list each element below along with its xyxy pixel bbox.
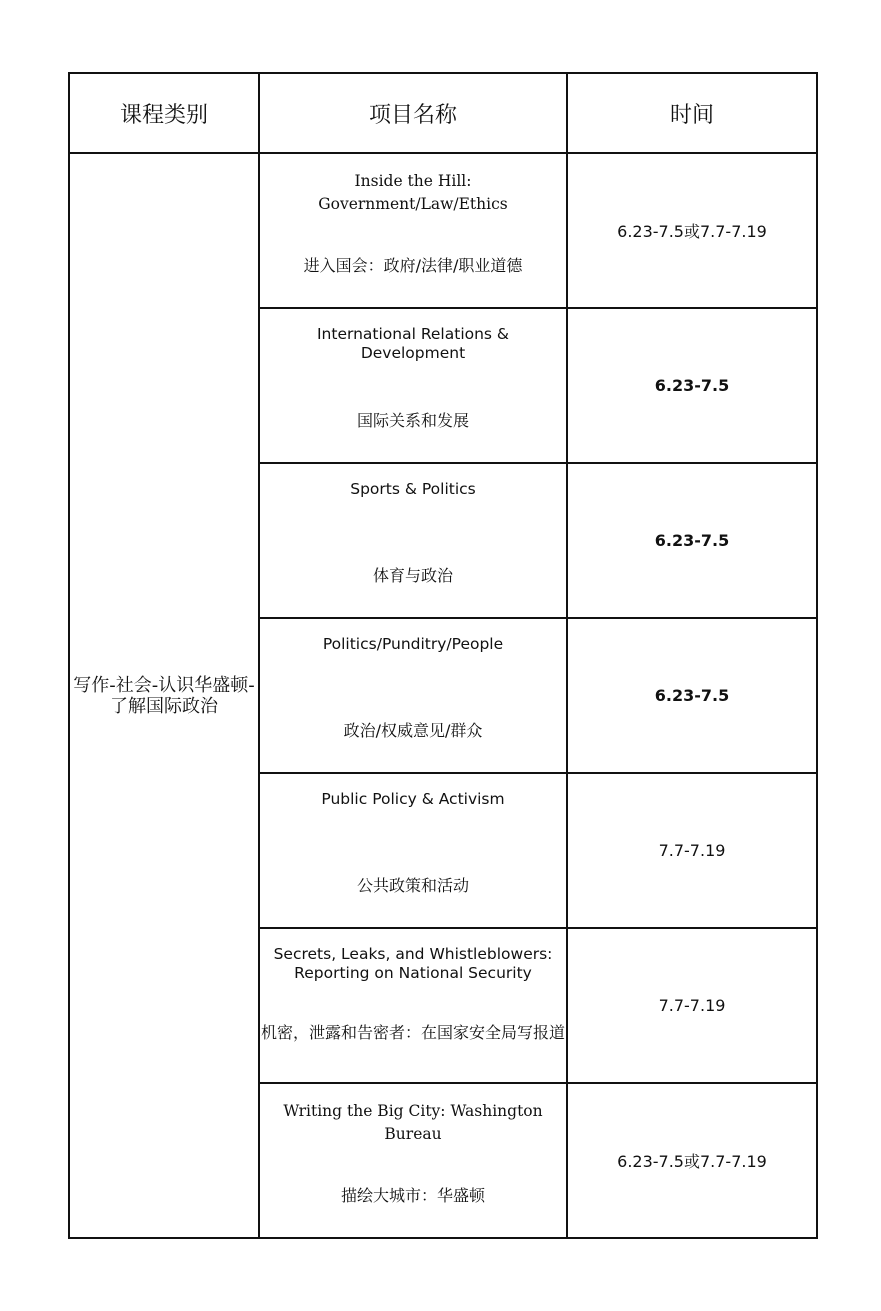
project-name-en: Politics/Punditry/People — [322, 635, 504, 653]
project-name-zh: 公共政策和活动 — [356, 876, 469, 895]
project-name-zh: 描绘大城市：华盛顿 — [340, 1186, 485, 1205]
category-cell: 写作-社会-认识华盛顿-了解国际政治 — [69, 153, 259, 1238]
header-time: 时间 — [567, 73, 817, 153]
project-cell — [259, 773, 567, 928]
project-cell — [259, 153, 567, 308]
project-cell — [259, 928, 567, 1083]
project-name-en: Inside the Hill: Government/Law/Ethics — [318, 172, 508, 213]
project-name-en: Sports & Politics — [350, 480, 476, 498]
project-name-en: International Relations & Development — [316, 325, 510, 362]
course-table — [68, 72, 818, 1239]
project-name-zh: 机密，泄露和告密者：在国家安全局写报道 — [260, 1023, 565, 1042]
header-category: 课程类别 — [69, 73, 259, 153]
time-cell: 6.23-7.5或7.7-7.19 — [567, 1083, 817, 1238]
project-cell — [259, 1083, 567, 1238]
project-name-zh: 体育与政治 — [372, 566, 453, 585]
project-name-en: Secrets, Leaks, and Whistleblowers: Reporting on National Security — [273, 945, 553, 982]
table-row — [69, 153, 817, 308]
project-name-en: Public Policy & Activism — [321, 790, 505, 808]
project-cell — [259, 463, 567, 618]
project-cell — [259, 618, 567, 773]
project-name-zh: 政治/权威意见/群众 — [343, 721, 483, 740]
time-cell: 7.7-7.19 — [567, 928, 817, 1083]
header-row — [69, 73, 817, 153]
time-cell: 7.7-7.19 — [567, 773, 817, 928]
project-name-zh: 国际关系和发展 — [356, 411, 469, 430]
time-cell: 6.23-7.5或7.7-7.19 — [567, 153, 817, 308]
time-cell: 6.23-7.5 — [567, 618, 817, 773]
header-project: 项目名称 — [259, 73, 567, 153]
time-cell: 6.23-7.5 — [567, 308, 817, 463]
project-cell — [259, 308, 567, 463]
project-name-en: Writing the Big City: Washington Bureau — [283, 1102, 543, 1143]
time-cell: 6.23-7.5 — [567, 463, 817, 618]
project-name-zh: 进入国会：政府/法律/职业道德 — [303, 256, 523, 275]
